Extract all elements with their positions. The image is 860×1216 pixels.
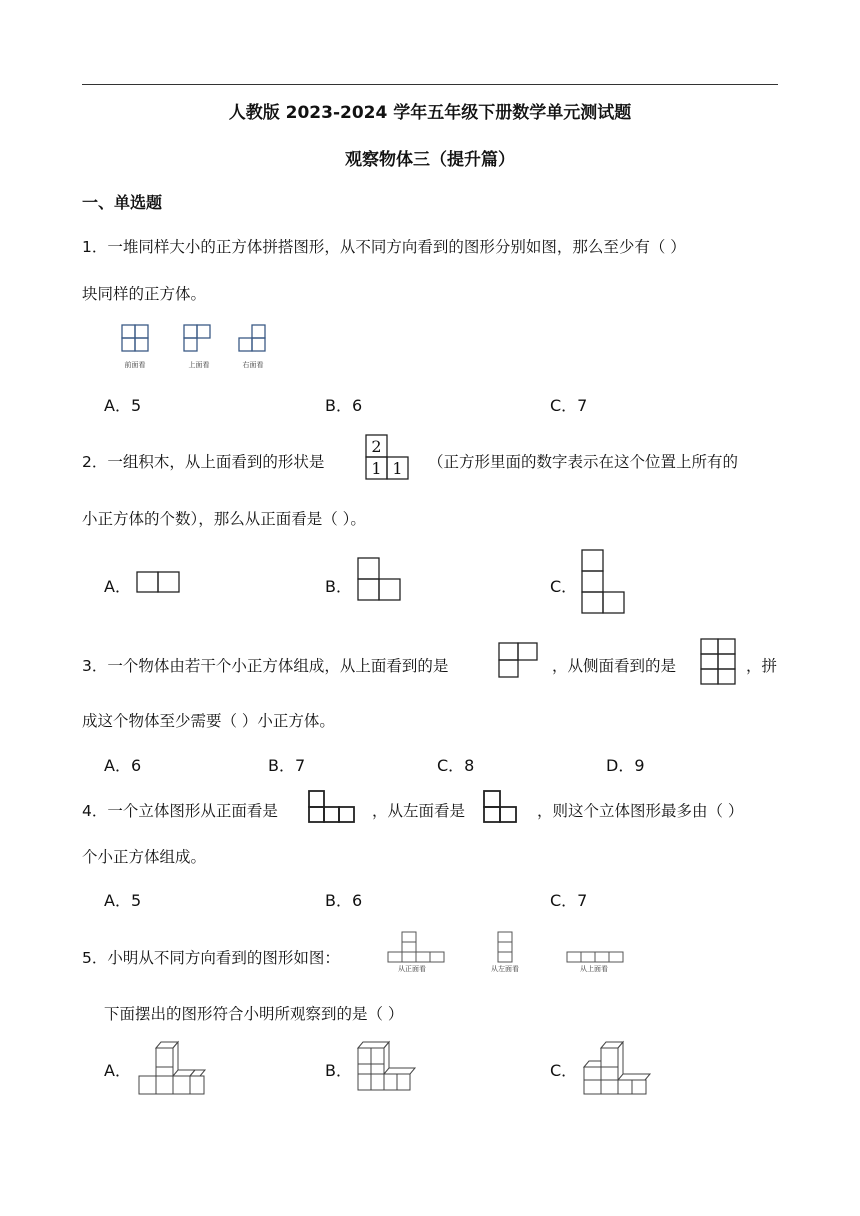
q5-text-line2: 下面摆出的图形符合小明所观察到的是（ ） — [104, 1005, 404, 1023]
q1-text-line1: 1．一堆同样大小的正方体拼搭图形，从不同方向看到的图形分别如图，那么至少有（ ） — [82, 238, 686, 256]
q4-option-b[interactable]: B．6 — [325, 891, 363, 910]
q1-top-view-figure — [182, 323, 212, 353]
q5-text-pre: 5．小明从不同方向看到的图形如图： — [82, 949, 340, 967]
q3-text-post: ，拼 — [746, 657, 778, 675]
q2-top-view-grid — [364, 433, 412, 481]
page-subtitle: 观察物体三（提升篇） — [345, 150, 515, 170]
q3-text-mid: ，从侧面看到的是 — [552, 657, 677, 675]
q2-grid-number: 1 — [392, 459, 403, 478]
q4-text-mid: ，从左面看是 — [372, 802, 466, 820]
q5-option-b-figure — [357, 1040, 419, 1092]
q4-text-line2: 个小正方体组成。 — [82, 848, 207, 866]
q3-option-a[interactable]: A．6 — [104, 756, 142, 775]
q5-option-c-figure — [583, 1040, 653, 1096]
section-title: 一、单选题 — [82, 193, 163, 212]
q2-text-line2: 小正方体的个数），那么从正面看是（ ）。 — [82, 510, 366, 528]
q4-text-pre: 4．一个立体图形从正面看是 — [82, 802, 278, 820]
q5-caption-top: 从上面看 — [580, 965, 608, 973]
q1-text-line2: 块同样的正方体。 — [82, 285, 207, 303]
q1-caption-front: 前面看 — [124, 361, 146, 369]
q5-option-a[interactable]: A． — [104, 1061, 131, 1080]
q2-grid-number: 2 — [371, 437, 382, 456]
q3-side-view-figure — [699, 637, 739, 687]
q5-front-view-figure — [387, 931, 445, 963]
q3-option-c[interactable]: C．8 — [437, 756, 475, 775]
q5-option-c[interactable]: C． — [550, 1061, 578, 1080]
q4-text-post: ，则这个立体图形最多由（ ） — [537, 802, 744, 820]
q1-option-b[interactable]: B．6 — [325, 396, 363, 415]
q2-option-c-figure — [581, 549, 627, 615]
q2-text-pre: 2．一组积木，从上面看到的形状是 — [82, 453, 325, 471]
q2-option-c[interactable]: C． — [550, 577, 578, 596]
q1-front-view-figure — [120, 323, 150, 353]
q1-right-view-figure — [237, 323, 267, 353]
q1-caption-top: 上面看 — [188, 361, 210, 369]
q1-option-a[interactable]: A．5 — [104, 396, 142, 415]
q2-option-b-figure — [357, 557, 403, 603]
page-title: 人教版 2023-2024 学年五年级下册数学单元测试题 — [228, 103, 632, 123]
q2-option-a-figure — [136, 571, 182, 595]
q2-option-b[interactable]: B． — [325, 577, 352, 596]
q3-text-line2: 成这个物体至少需要（ ）小正方体。 — [82, 712, 335, 730]
q2-text-post: （正方形里面的数字表示在这个位置上所有的 — [428, 453, 739, 471]
q4-left-view-figure — [482, 789, 520, 825]
q3-top-view-figure — [497, 641, 543, 681]
q2-option-a[interactable]: A． — [104, 577, 131, 596]
q4-option-c[interactable]: C．7 — [550, 891, 588, 910]
q5-option-b[interactable]: B． — [325, 1061, 352, 1080]
header-rule — [82, 84, 778, 85]
q5-left-view-figure — [496, 931, 514, 963]
q5-top-view-figure — [566, 951, 626, 963]
q4-front-view-figure — [307, 789, 357, 825]
q5-caption-left: 从左面看 — [491, 965, 519, 973]
q1-option-c[interactable]: C．7 — [550, 396, 588, 415]
q3-text-pre: 3．一个物体由若干个小正方体组成，从上面看到的是 — [82, 657, 449, 675]
q4-option-a[interactable]: A．5 — [104, 891, 142, 910]
q1-caption-right: 右面看 — [242, 361, 264, 369]
q5-caption-front: 从正面看 — [398, 965, 426, 973]
q5-option-a-figure — [138, 1040, 208, 1096]
q3-option-b[interactable]: B．7 — [268, 756, 306, 775]
q3-option-d[interactable]: D．9 — [606, 756, 645, 775]
q2-grid-number: 1 — [371, 459, 382, 478]
